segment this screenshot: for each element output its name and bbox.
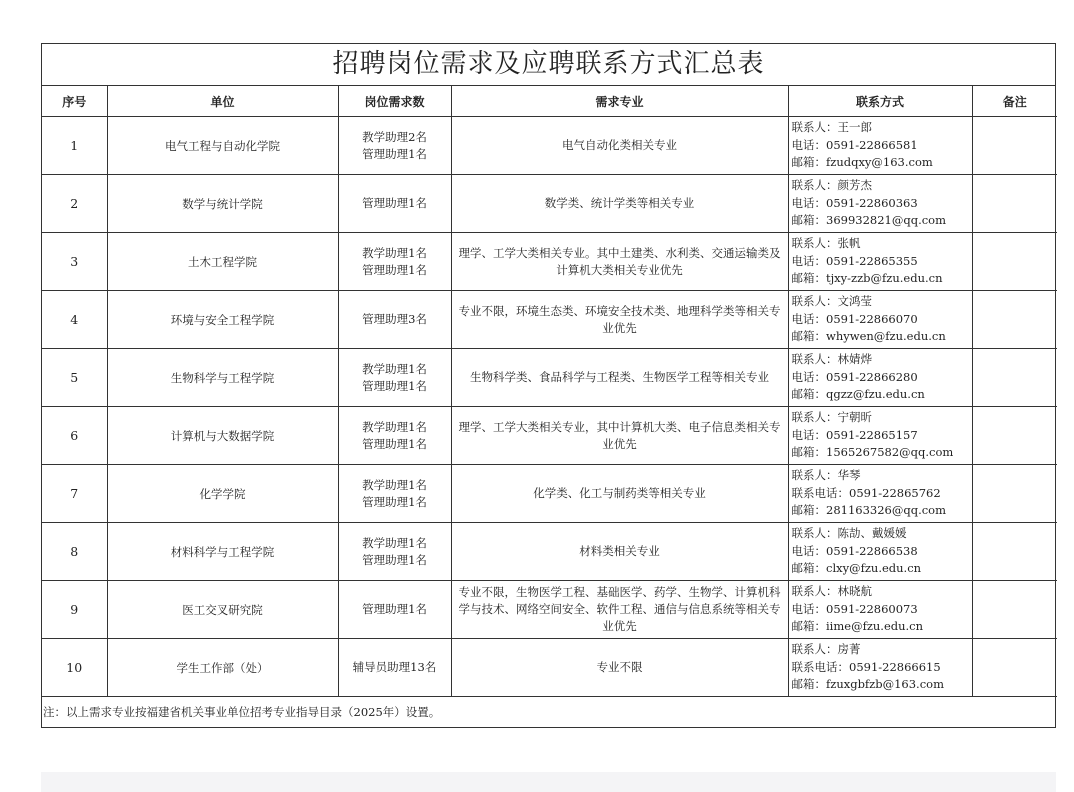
row-unit: 计算机与大数据学院 — [107, 407, 338, 465]
row-index: 2 — [42, 175, 107, 233]
header-row — [42, 86, 1057, 117]
row-major: 化学类、化工与制药类等相关专业 — [451, 465, 788, 523]
contact-person: 联系人：颜芳杰 — [791, 178, 872, 193]
row-remark — [972, 465, 1057, 523]
contact-phone: 电话：0591-22866280 — [791, 369, 918, 384]
row-unit: 化学学院 — [107, 465, 338, 523]
table-row — [42, 465, 1057, 523]
contact-phone: 电话：0591-22866581 — [791, 137, 918, 152]
table-row — [42, 291, 1057, 349]
contact-person: 联系人：房菁 — [791, 642, 861, 657]
contact-phone: 联系电话：0591-22866615 — [791, 659, 941, 674]
contact-person: 联系人：林晓航 — [791, 584, 872, 599]
row-major: 专业不限 — [451, 639, 788, 697]
row-index: 7 — [42, 465, 107, 523]
row-contact — [788, 639, 972, 697]
position-line: 管理助理1名 — [362, 494, 427, 509]
row-remark — [972, 233, 1057, 291]
row-positions — [338, 233, 451, 291]
table-row — [42, 349, 1057, 407]
row-contact — [788, 465, 972, 523]
row-positions — [338, 349, 451, 407]
table-row — [42, 407, 1057, 465]
contact-email: 邮箱：qgzz@fzu.edu.cn — [791, 387, 925, 402]
row-index: 3 — [42, 233, 107, 291]
row-index: 5 — [42, 349, 107, 407]
row-major: 理学、工学大类相关专业，其中计算机大类、电子信息类相关专业优先 — [451, 407, 788, 465]
row-major: 专业不限，生物医学工程、基础医学、药学、生物学、计算机科学与技术、网络空间安全、软件工程、通信与信息系统等相关专业优先 — [451, 581, 788, 639]
bottom-panel — [41, 772, 1056, 792]
position-line: 教学助理1名 — [362, 361, 427, 376]
row-index: 9 — [42, 581, 107, 639]
contact-phone: 电话：0591-22860073 — [791, 601, 918, 616]
row-contact — [788, 117, 972, 175]
contact-email: 邮箱：369932821@qq.com — [791, 213, 946, 228]
row-major: 电气自动化类相关专业 — [451, 117, 788, 175]
position-line: 管理助理1名 — [362, 262, 427, 277]
row-positions — [338, 639, 451, 697]
contact-person: 联系人：王一郎 — [791, 120, 872, 135]
row-unit: 材料科学与工程学院 — [107, 523, 338, 581]
row-positions — [338, 407, 451, 465]
position-line: 教学助理1名 — [362, 535, 427, 550]
header-unit: 单位 — [107, 86, 338, 117]
contact-phone: 电话：0591-22866538 — [791, 543, 918, 558]
contact-email: 邮箱：fzudqxy@163.com — [791, 155, 933, 170]
row-contact — [788, 233, 972, 291]
row-unit: 数学与统计学院 — [107, 175, 338, 233]
row-unit: 电气工程与自动化学院 — [107, 117, 338, 175]
position-line: 教学助理2名 — [362, 129, 427, 144]
row-unit: 学生工作部（处） — [107, 639, 338, 697]
position-line: 教学助理1名 — [362, 419, 427, 434]
row-positions — [338, 175, 451, 233]
row-contact — [788, 175, 972, 233]
row-remark — [972, 117, 1057, 175]
position-line: 管理助理1名 — [362, 378, 427, 393]
row-positions — [338, 523, 451, 581]
contact-phone: 电话：0591-22865157 — [791, 427, 918, 442]
position-line: 教学助理1名 — [362, 245, 427, 260]
position-line: 辅导员助理13名 — [352, 660, 437, 674]
row-remark — [972, 639, 1057, 697]
contact-person: 联系人：陈劼、戴媛媛 — [791, 526, 907, 541]
contact-phone: 电话：0591-22860363 — [791, 195, 918, 210]
table-row — [42, 639, 1057, 697]
table-note: 注：以上需求专业按福建省机关事业单位招考专业指导目录（2025年）设置。 — [43, 705, 441, 719]
header-contact: 联系方式 — [788, 86, 972, 117]
row-contact — [788, 407, 972, 465]
row-remark — [972, 349, 1057, 407]
row-positions — [338, 291, 451, 349]
contact-person: 联系人：林婧烨 — [791, 352, 872, 367]
row-contact — [788, 291, 972, 349]
row-index: 8 — [42, 523, 107, 581]
header-major: 需求专业 — [451, 86, 788, 117]
contact-email: 邮箱：whywen@fzu.edu.cn — [791, 329, 946, 344]
recruitment-summary-sheet — [41, 43, 1056, 728]
position-line: 教学助理1名 — [362, 477, 427, 492]
row-unit: 医工交叉研究院 — [107, 581, 338, 639]
row-major: 材料类相关专业 — [451, 523, 788, 581]
contact-person: 联系人：华琴 — [791, 468, 861, 483]
row-major: 生物科学类、食品科学与工程类、生物医学工程等相关专业 — [451, 349, 788, 407]
row-positions — [338, 465, 451, 523]
contact-email: 邮箱：tjxy-zzb@fzu.edu.cn — [791, 271, 943, 286]
position-line: 管理助理1名 — [362, 196, 427, 210]
header-positions: 岗位需求数 — [338, 86, 451, 117]
table-row — [42, 233, 1057, 291]
table-row — [42, 117, 1057, 175]
row-remark — [972, 291, 1057, 349]
row-remark — [972, 175, 1057, 233]
row-index: 10 — [42, 639, 107, 697]
position-line: 管理助理3名 — [362, 312, 427, 326]
contact-phone: 联系电话：0591-22865762 — [791, 485, 941, 500]
row-major: 专业不限，环境生态类、环境安全技术类、地理科学类等相关专业优先 — [451, 291, 788, 349]
contact-phone: 电话：0591-22865355 — [791, 253, 918, 268]
position-line: 管理助理1名 — [362, 552, 427, 567]
table-row — [42, 175, 1057, 233]
row-remark — [972, 407, 1057, 465]
header-remark: 备注 — [972, 86, 1057, 117]
position-line: 管理助理1名 — [362, 146, 427, 161]
table-row — [42, 523, 1057, 581]
row-positions — [338, 117, 451, 175]
table-title: 招聘岗位需求及应聘联系方式汇总表 — [42, 44, 1055, 86]
contact-email: 邮箱：fzuxgbfzb@163.com — [791, 677, 944, 692]
row-unit: 环境与安全工程学院 — [107, 291, 338, 349]
row-major: 数学类、统计学类等相关专业 — [451, 175, 788, 233]
row-index: 6 — [42, 407, 107, 465]
contact-email: 邮箱：clxy@fzu.edu.cn — [791, 561, 922, 576]
row-remark — [972, 581, 1057, 639]
row-contact — [788, 581, 972, 639]
position-line: 管理助理1名 — [362, 602, 427, 616]
contact-phone: 电话：0591-22866070 — [791, 311, 918, 326]
contact-email: 邮箱：281163326@qq.com — [791, 503, 946, 518]
contact-email: 邮箱：iime@fzu.edu.cn — [791, 619, 924, 634]
header-index: 序号 — [42, 86, 107, 117]
row-index: 4 — [42, 291, 107, 349]
row-remark — [972, 523, 1057, 581]
contact-person: 联系人：张帆 — [791, 236, 861, 251]
table-row — [42, 581, 1057, 639]
row-index: 1 — [42, 117, 107, 175]
row-contact — [788, 523, 972, 581]
position-line: 管理助理1名 — [362, 436, 427, 451]
recruitment-table — [42, 86, 1057, 697]
contact-email: 邮箱：1565267582@qq.com — [791, 445, 954, 460]
table-body — [42, 117, 1057, 697]
row-contact — [788, 349, 972, 407]
row-major: 理学、工学大类相关专业。其中土建类、水利类、交通运输类及计算机大类相关专业优先 — [451, 233, 788, 291]
contact-person: 联系人：宁朝昕 — [791, 410, 872, 425]
row-unit: 生物科学与工程学院 — [107, 349, 338, 407]
row-positions — [338, 581, 451, 639]
contact-person: 联系人：文鸿莹 — [791, 294, 872, 309]
row-unit: 土木工程学院 — [107, 233, 338, 291]
